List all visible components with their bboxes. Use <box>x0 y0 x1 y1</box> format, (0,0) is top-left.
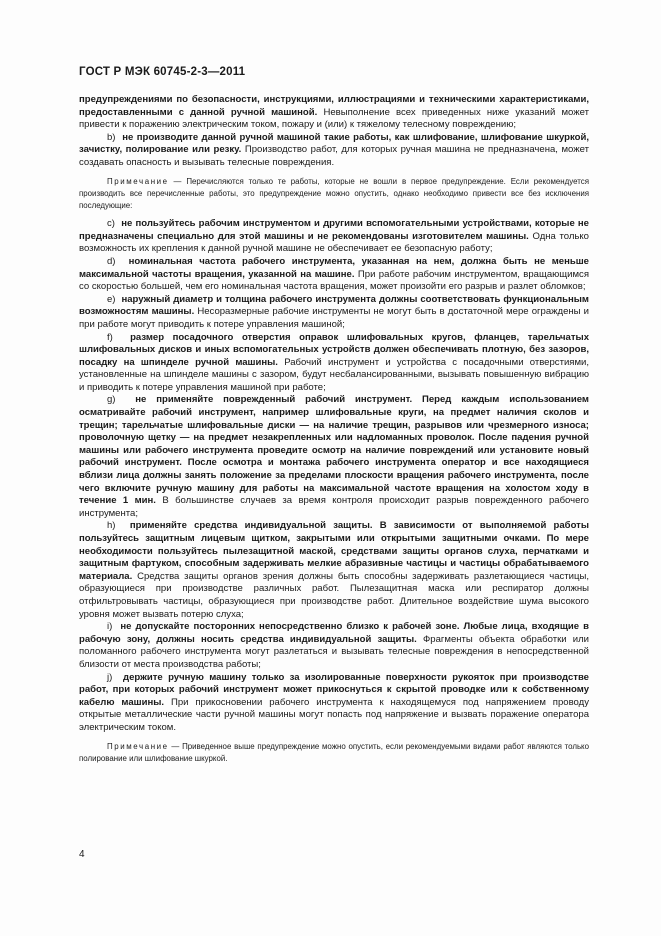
item-b-text: Производство работ, для которых ручная машина не предназначена, может создавать опасность и вызывать телесные повреждения. <box>79 144 589 168</box>
intro-text: Невыполнение всех приведенных ниже указаний может привести к поражению электрическим током, пожару и (или) к тяжелому телесному повреждению; <box>79 106 589 131</box>
item-f-bold: размер посадочного отверстия оправок шлифовальных кругов, фланцев, тарельчатых шлифовальных дисков и иных вспомогательных устройств должен обеспечивать плотную, без зазоров, посадку на шпинделе ручной машины. <box>79 331 590 368</box>
item-j <box>79 672 589 735</box>
item-i-text: Фрагменты объекта обработки или поломанного рабочего инструмента могут разлетаться и вызывать телесные повреждения в непосредственной близости от места производства работы; <box>79 633 590 670</box>
item-f-text: Рабочий инструмент и устройства с посадочными отверстиями, установленные на шпинделе машины с зазором, будут несбалансированными, вызывать повышенную вибрацию и приводить к потере управления машиной при работе; <box>79 356 589 393</box>
item-c-mark: c) <box>107 218 115 230</box>
note-1 <box>79 176 589 213</box>
note-2-label: Примечание <box>107 741 169 751</box>
item-h-mark: h) <box>107 520 116 532</box>
item-b-bold: не производите данной ручной машиной такие работы, как шлифование, шлифование шкуркой, зачистку, полирование или резку. <box>79 131 589 156</box>
item-i-bold: не допускайте посторонних непосредственно близко к рабочей зоне. Любые лица, входящие в рабочую зону, должны носить средства индивидуальной защиты. <box>79 621 589 645</box>
item-g-text: В большинстве случаев за время контроля происходит разрыв поврежденного рабочего инструмента; <box>79 495 589 519</box>
item-d-bold: номинальная частота рабочего инструмента, указанная на нем, должна быть не меньше максимальной частоты вращения, указанной на машине. <box>79 255 589 280</box>
item-c-text: Одна только возможность их крепления к данной ручной машине не обеспечивает ее безопасную работу; <box>79 230 589 255</box>
intro-paragraph <box>79 94 589 132</box>
item-e-mark: e) <box>107 293 116 305</box>
item-f-mark: f) <box>107 331 113 343</box>
item-g-bold: не применяйте поврежденный рабочий инструмент. Перед каждым использованием осматривайте рабочий инструмент, например шлифовальные круги, на предмет наличия сколов и трещин; тарельчатые шлифовальные диски — на наличие трещин, разрывов или чрезмерного износа; проволочную щетку — на предмет незакрепленных или надломанных проволок. После падения ручной машины или рабочего инструмента проведите осмотр на наличие повреждений или установите новый рабочий инструмент. После осмотра и монтажа рабочего инструмента оператор и все находящиеся вблизи лица должны занять положение за пределами плоскости вращения рабочего инструмента, после чего включите ручную машину для работы на максимальной частоте вращения на холостом ходу в течение 1 мин. <box>79 394 589 507</box>
page-number: 4 <box>79 849 85 860</box>
item-h <box>79 520 589 621</box>
document-header: ГОСТ Р МЭК 60745-2-3—2011 <box>79 66 246 78</box>
item-g <box>79 394 589 520</box>
item-c <box>79 218 589 256</box>
document-body <box>79 94 589 771</box>
item-b <box>79 132 589 170</box>
item-h-text: Средства защиты органов зрения должны быть способны задерживать разлетающиеся частицы, образующиеся при производстве различных работ. Пылезащитная маска или респиратор должны отфильтровывать частицы, образующиеся при производстве работ. Длительное воздействие шума высокого уровня может вызвать потерю слуха; <box>79 570 589 620</box>
item-d <box>79 256 589 294</box>
item-d-text: При работе рабочим инструментом, вращающимся со скоростью большей, чем его номинальная частота вращения, может произойти его разрыв и разлет обломков; <box>79 268 589 293</box>
item-d-mark: d) <box>107 255 116 267</box>
item-e-text: Несоразмерные рабочие инструменты не могут быть в достаточной мере ограждены и при работе могут приводить к потере управления машиной; <box>79 306 589 330</box>
note-2-text: — Приведенное выше предупреждение можно опустить, если рекомендуемыми видами работ являются только полирование или шлифование шкуркой. <box>79 741 589 763</box>
item-i <box>79 621 589 671</box>
item-g-mark: g) <box>107 394 116 406</box>
item-j-bold: держите ручную машину только за изолированные поверхности рукояток при производстве работ, при которых рабочий инструмент может прикоснуться к скрытой проводке или к собственному кабелю машины. <box>79 671 589 708</box>
note-1-text: — Перечисляются только те работы, которые не вошли в первое предупреждение. Если рекомендуется производить все перечисленные работы, это предупреждение можно опустить, однако необходимо привести все без исключения последующие: <box>79 176 589 210</box>
item-h-bold: применяйте средства индивидуальной защиты. В зависимости от выполняемой работы пользуйтесь защитным лицевым щитком, закрытыми или открытыми защитными очками. По мере необходимости пользуйтесь пылезащитной маской, средствами защиты органов слуха, перчатками и защитным фартуком, способным задерживать мелкие абразивные частицы и частицы обрабатываемого материала. <box>79 520 589 582</box>
item-e-bold: наружный диаметр и толщина рабочего инструмента должны соответствовать функциональным возможностям машины. <box>79 293 589 318</box>
note-1-label: Примечание <box>107 176 169 186</box>
item-b-mark: b) <box>107 131 116 143</box>
item-c-bold: не пользуйтесь рабочим инструментом и другими вспомогательными устройствами, которые не предназначены специально для этой машины и не рекомендованы изготовителем машины. <box>79 218 589 242</box>
item-f <box>79 332 589 395</box>
item-i-mark: i) <box>107 621 113 633</box>
item-j-mark: j) <box>107 671 113 683</box>
item-e <box>79 294 589 332</box>
item-j-text: При прикосновении рабочего инструмента к находящемуся под напряжением проводу открытые металлические части ручной машины могут попасть под напряжение и вызвать поражение оператора электрическим током. <box>79 696 589 733</box>
note-2 <box>79 741 589 765</box>
intro-bold: предупреждениями по безопасности, инструкциями, иллюстрациями и техническими характеристиками, предоставленными с данной ручной машиной. <box>79 94 589 118</box>
